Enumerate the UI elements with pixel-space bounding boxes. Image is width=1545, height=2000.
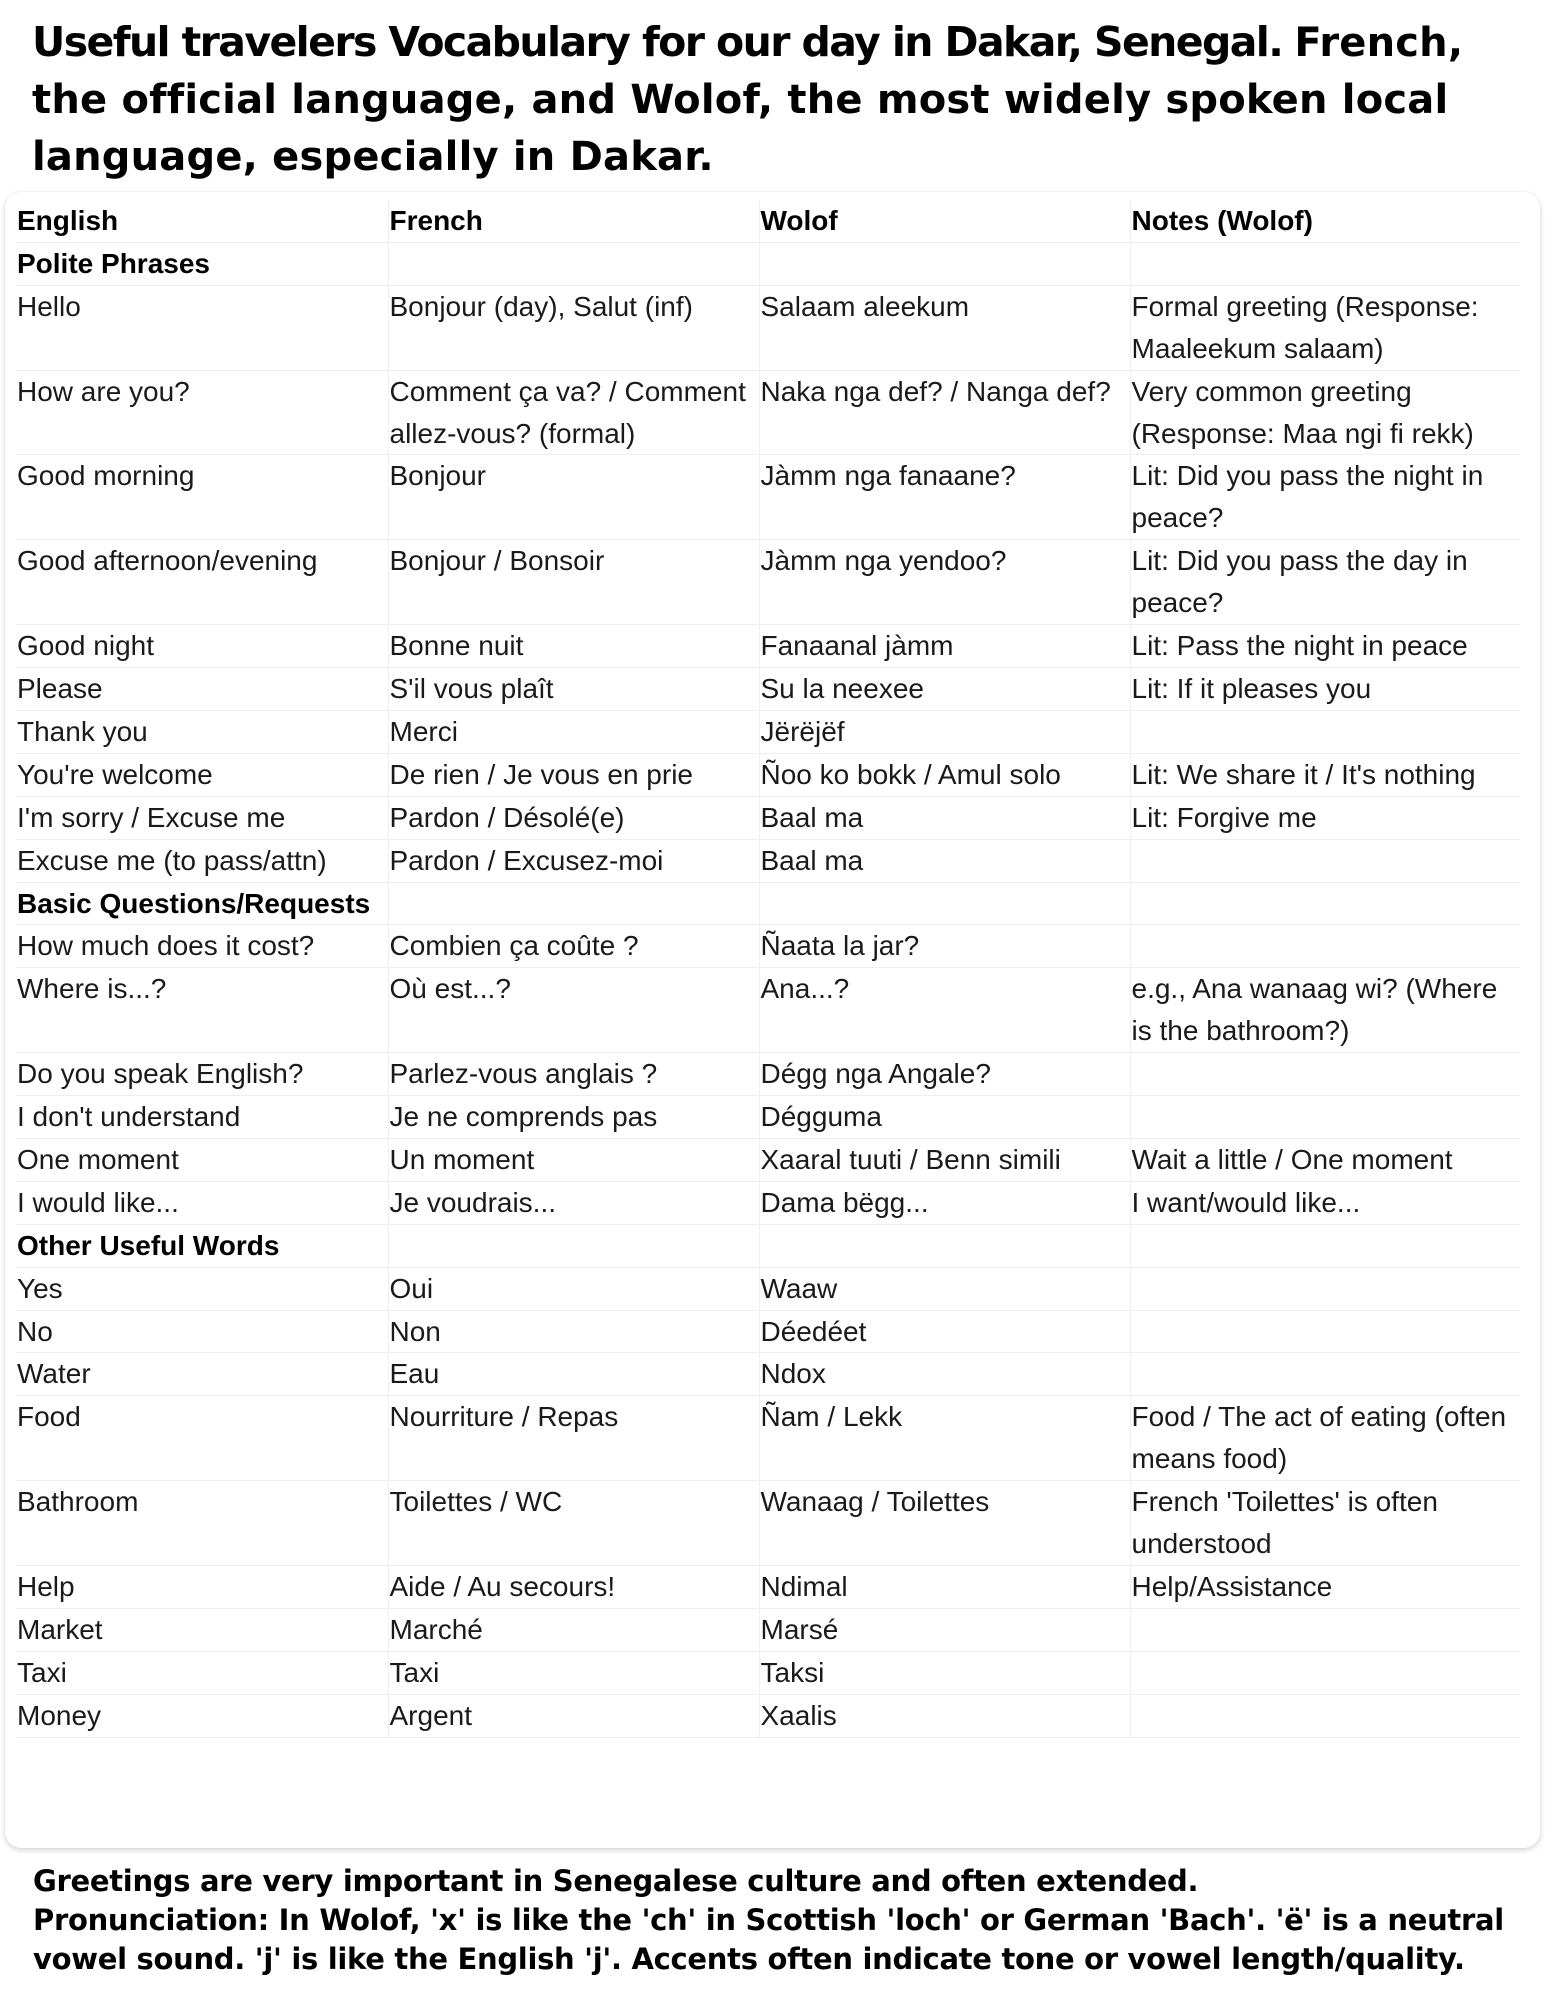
cell-english: Thank you xyxy=(16,710,388,753)
cell-english: I'm sorry / Excuse me xyxy=(16,796,388,839)
cell-notes xyxy=(1130,882,1520,925)
cell-notes xyxy=(1130,1694,1520,1737)
cell-english: How are you? xyxy=(16,370,388,455)
cell-french: Bonjour xyxy=(388,455,759,540)
footer-pronunciation-note: Pronunciation: In Wolof, 'x' is like the 'ch' in Scottish 'loch' or German 'Bach'. 'ë' is a neutral vowel sound. 'j' is like the English 'j'. Accents often indicate tone or vowel length/quality. xyxy=(33,1903,1504,1976)
table-row xyxy=(16,370,1520,455)
cell-english: Food xyxy=(16,1396,388,1481)
cell-wolof: Déedéet xyxy=(759,1310,1130,1353)
table-row xyxy=(16,540,1520,625)
cell-french xyxy=(388,242,759,285)
title-plain-part: French, the official language, and Wolof, the most widely spoken local language, especially in Dakar. xyxy=(32,20,1464,180)
cell-wolof: Ndimal xyxy=(759,1566,1130,1609)
table-row xyxy=(16,1651,1520,1694)
cell-wolof: Ñoo ko bokk / Amul solo xyxy=(759,753,1130,796)
footer-greetings-note: Greetings are very important in Senegalese culture and often extended. xyxy=(33,1864,1199,1898)
table-row xyxy=(16,1053,1520,1096)
cell-wolof: Jàmm nga yendoo? xyxy=(759,540,1130,625)
cell-wolof: Su la neexee xyxy=(759,667,1130,710)
cell-french: Je voudrais... xyxy=(388,1181,759,1224)
cell-english: No xyxy=(16,1310,388,1353)
cell-french: Pardon / Désolé(e) xyxy=(388,796,759,839)
cell-wolof: Baal ma xyxy=(759,839,1130,882)
vocabulary-table xyxy=(16,200,1520,1738)
cell-notes xyxy=(1130,1608,1520,1651)
footer-notes xyxy=(33,1862,1533,1979)
section-title: Polite Phrases xyxy=(16,242,388,285)
cell-wolof: Jërëjëf xyxy=(759,710,1130,753)
cell-notes xyxy=(1130,839,1520,882)
cell-french: Marché xyxy=(388,1608,759,1651)
cell-notes: I want/would like... xyxy=(1130,1181,1520,1224)
cell-english: You're welcome xyxy=(16,753,388,796)
cell-notes: Formal greeting (Response: Maaleekum salaam) xyxy=(1130,285,1520,370)
table-row xyxy=(16,455,1520,540)
cell-french: Pardon / Excusez-moi xyxy=(388,839,759,882)
cell-wolof: Naka nga def? / Nanga def? xyxy=(759,370,1130,455)
cell-notes: Very common greeting (Response: Maa ngi fi rekk) xyxy=(1130,370,1520,455)
cell-french: Eau xyxy=(388,1353,759,1396)
cell-notes: Lit: If it pleases you xyxy=(1130,667,1520,710)
cell-wolof: Fanaanal jàmm xyxy=(759,625,1130,668)
cell-notes: Lit: We share it / It's nothing xyxy=(1130,753,1520,796)
cell-wolof: Wanaag / Toilettes xyxy=(759,1481,1130,1566)
cell-french: S'il vous plaît xyxy=(388,667,759,710)
cell-notes: French 'Toilettes' is often understood xyxy=(1130,1481,1520,1566)
cell-french: Toilettes / WC xyxy=(388,1481,759,1566)
cell-french: De rien / Je vous en prie xyxy=(388,753,759,796)
column-header-english: English xyxy=(17,205,119,236)
cell-notes xyxy=(1130,1053,1520,1096)
table-row xyxy=(16,667,1520,710)
cell-wolof: Jàmm nga fanaane? xyxy=(759,455,1130,540)
cell-notes xyxy=(1130,1651,1520,1694)
cell-english: Hello xyxy=(16,285,388,370)
cell-wolof: Ñam / Lekk xyxy=(759,1396,1130,1481)
cell-wolof xyxy=(759,1224,1130,1267)
cell-english: Taxi xyxy=(16,1651,388,1694)
table-row xyxy=(16,1481,1520,1566)
cell-notes: Lit: Did you pass the night in peace? xyxy=(1130,455,1520,540)
section-title: Other Useful Words xyxy=(16,1224,388,1267)
cell-wolof: Xaalis xyxy=(759,1694,1130,1737)
cell-french: Où est...? xyxy=(388,968,759,1053)
column-header-wolof: Wolof xyxy=(759,200,1130,242)
cell-wolof: Dégguma xyxy=(759,1096,1130,1139)
table-row xyxy=(16,796,1520,839)
table-row xyxy=(16,710,1520,753)
cell-english: I would like... xyxy=(16,1181,388,1224)
table-row xyxy=(16,625,1520,668)
cell-french: Bonjour (day), Salut (inf) xyxy=(388,285,759,370)
table-row xyxy=(16,968,1520,1053)
cell-notes: Lit: Pass the night in peace xyxy=(1130,625,1520,668)
table-row xyxy=(16,1181,1520,1224)
title-script-part: Useful travelers Vocabulary for our day in Dakar, Senegal. xyxy=(32,18,1283,66)
cell-notes xyxy=(1130,1267,1520,1310)
cell-notes xyxy=(1130,1353,1520,1396)
cell-french: Oui xyxy=(388,1267,759,1310)
section-title: Basic Questions/Requests xyxy=(16,882,388,925)
cell-notes xyxy=(1130,1224,1520,1267)
cell-english: Market xyxy=(16,1608,388,1651)
cell-french: Taxi xyxy=(388,1651,759,1694)
cell-french xyxy=(388,1224,759,1267)
cell-english: Do you speak English? xyxy=(16,1053,388,1096)
cell-notes: Food / The act of eating (often means food) xyxy=(1130,1396,1520,1481)
cell-notes: Wait a little / One moment xyxy=(1130,1138,1520,1181)
cell-wolof: Marsé xyxy=(759,1608,1130,1651)
table-row xyxy=(16,1608,1520,1651)
cell-wolof: Taksi xyxy=(759,1651,1130,1694)
cell-english: Good morning xyxy=(16,455,388,540)
cell-notes: Lit: Did you pass the day in peace? xyxy=(1130,540,1520,625)
table-row xyxy=(16,1353,1520,1396)
cell-french: Parlez-vous anglais ? xyxy=(388,1053,759,1096)
section-header-row xyxy=(16,1224,1520,1267)
cell-notes xyxy=(1130,1096,1520,1139)
page-title xyxy=(32,14,1522,185)
cell-english: Help xyxy=(16,1566,388,1609)
table-row xyxy=(16,925,1520,968)
table-row xyxy=(16,1694,1520,1737)
table-row xyxy=(16,285,1520,370)
cell-french: Je ne comprends pas xyxy=(388,1096,759,1139)
cell-wolof: Ana...? xyxy=(759,968,1130,1053)
cell-french: Bonjour / Bonsoir xyxy=(388,540,759,625)
table-row xyxy=(16,1396,1520,1481)
cell-french: Comment ça va? / Comment allez-vous? (formal) xyxy=(388,370,759,455)
cell-english: Please xyxy=(16,667,388,710)
section-header-row xyxy=(16,242,1520,285)
column-header-french: French xyxy=(388,200,759,242)
cell-french xyxy=(388,882,759,925)
table-row xyxy=(16,1138,1520,1181)
cell-french: Aide / Au secours! xyxy=(388,1566,759,1609)
cell-english: Water xyxy=(16,1353,388,1396)
cell-english: Bathroom xyxy=(16,1481,388,1566)
cell-notes: Lit: Forgive me xyxy=(1130,796,1520,839)
cell-english: Yes xyxy=(16,1267,388,1310)
cell-wolof xyxy=(759,882,1130,925)
cell-english: Good afternoon/evening xyxy=(16,540,388,625)
table-row xyxy=(16,839,1520,882)
cell-notes: Help/Assistance xyxy=(1130,1566,1520,1609)
cell-french: Non xyxy=(388,1310,759,1353)
table-row xyxy=(16,1096,1520,1139)
table-row xyxy=(16,1310,1520,1353)
cell-french: Nourriture / Repas xyxy=(388,1396,759,1481)
cell-french: Merci xyxy=(388,710,759,753)
cell-wolof: Ñaata la jar? xyxy=(759,925,1130,968)
cell-notes xyxy=(1130,925,1520,968)
vocabulary-card xyxy=(5,192,1540,1848)
cell-french: Argent xyxy=(388,1694,759,1737)
cell-wolof: Dégg nga Angale? xyxy=(759,1053,1130,1096)
cell-notes xyxy=(1130,242,1520,285)
cell-english: I don't understand xyxy=(16,1096,388,1139)
cell-wolof: Xaaral tuuti / Benn simili xyxy=(759,1138,1130,1181)
table-row xyxy=(16,1267,1520,1310)
cell-wolof: Baal ma xyxy=(759,796,1130,839)
cell-notes xyxy=(1130,1310,1520,1353)
cell-english: How much does it cost? xyxy=(16,925,388,968)
cell-english: Excuse me (to pass/attn) xyxy=(16,839,388,882)
table-header-row xyxy=(16,200,1520,242)
section-header-row xyxy=(16,882,1520,925)
cell-notes xyxy=(1130,710,1520,753)
cell-french: Bonne nuit xyxy=(388,625,759,668)
cell-notes: e.g., Ana wanaag wi? (Where is the bathroom?) xyxy=(1130,968,1520,1053)
cell-english: Good night xyxy=(16,625,388,668)
cell-english: Money xyxy=(16,1694,388,1737)
cell-wolof: Dama bëgg... xyxy=(759,1181,1130,1224)
table-row xyxy=(16,1566,1520,1609)
cell-french: Un moment xyxy=(388,1138,759,1181)
column-header-notes: Notes (Wolof) xyxy=(1130,200,1520,242)
cell-english: Where is...? xyxy=(16,968,388,1053)
cell-wolof: Salaam aleekum xyxy=(759,285,1130,370)
cell-wolof: Ndox xyxy=(759,1353,1130,1396)
cell-wolof xyxy=(759,242,1130,285)
vocabulary-table-body xyxy=(16,242,1520,1737)
cell-english: One moment xyxy=(16,1138,388,1181)
cell-french: Combien ça coûte ? xyxy=(388,925,759,968)
cell-wolof: Waaw xyxy=(759,1267,1130,1310)
table-row xyxy=(16,753,1520,796)
